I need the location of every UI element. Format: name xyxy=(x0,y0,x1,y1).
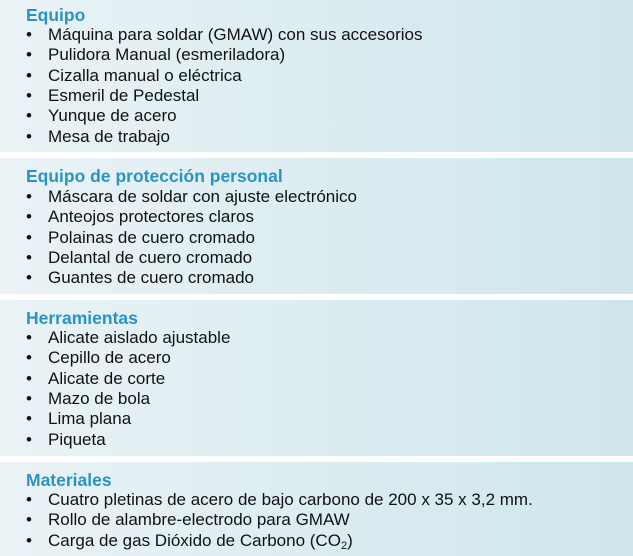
list-item-text: Mazo de bola xyxy=(48,388,151,408)
list-item-text: Yunque de acero xyxy=(48,106,177,126)
list-item-text: Máscara de soldar con ajuste electrónico xyxy=(48,187,357,206)
bullet-icon: • xyxy=(26,227,32,247)
bullet-icon: • xyxy=(26,106,32,126)
list-item-text: Cuatro pletinas de acero de bajo carbono de 200 x 35 x 3,2 mm. xyxy=(48,490,533,509)
bullet-icon: • xyxy=(26,388,32,408)
list-item-text: Guantes de cuero cromado xyxy=(48,268,255,288)
section-herramientas xyxy=(0,300,633,456)
list-item xyxy=(26,389,150,409)
list-item-text: Esmeril de Pedestal xyxy=(48,85,200,105)
list-item xyxy=(26,268,254,288)
bullet-icon: • xyxy=(26,348,32,368)
list-item-text: Piqueta xyxy=(48,429,106,449)
bullet-icon: • xyxy=(26,429,32,449)
list-item xyxy=(26,409,131,429)
list-item xyxy=(26,430,106,450)
bullet-icon: • xyxy=(26,409,32,429)
list-item xyxy=(26,66,242,86)
section-title: Herramientas xyxy=(26,308,138,328)
bullet-icon: • xyxy=(26,328,32,347)
list-item-text: Delantal de cuero cromado xyxy=(48,247,253,267)
list-item xyxy=(26,369,165,389)
bullet-icon: • xyxy=(26,268,32,288)
list-item-text: Rollo de alambre-electrodo para GMAW xyxy=(48,510,350,530)
bullet-icon: • xyxy=(26,45,32,65)
section-title: Equipo de protección personal xyxy=(26,166,283,186)
list-item xyxy=(26,207,254,227)
section-equipo xyxy=(0,0,633,152)
list-item-text: Pulidora Manual (esmeriladora) xyxy=(48,45,286,65)
list-item xyxy=(26,348,171,368)
bullet-icon: • xyxy=(26,530,32,550)
list-item-text: Polainas de cuero cromado xyxy=(48,227,255,247)
bullet-icon: • xyxy=(26,126,32,146)
list-item-text: Alicate aislado ajustable xyxy=(48,328,231,347)
list-item-text: Máquina para soldar (GMAW) con sus accesorios xyxy=(48,25,423,44)
list-item-text: Anteojos protectores claros xyxy=(48,207,254,227)
list-item-text: Lima plana xyxy=(48,409,132,429)
list-item xyxy=(26,248,252,268)
bullet-icon: • xyxy=(26,25,32,44)
list-item-text: Mesa de trabajo xyxy=(48,126,170,146)
list-item xyxy=(26,490,533,510)
section-title: Equipo xyxy=(26,5,86,25)
list-item xyxy=(26,510,350,530)
section-materiales xyxy=(0,462,633,556)
bullet-icon: • xyxy=(26,368,32,388)
co2-subscript: 2 xyxy=(340,539,348,552)
list-item xyxy=(26,328,230,348)
bullet-icon: • xyxy=(26,247,32,267)
list-item xyxy=(26,127,170,147)
bullet-icon: • xyxy=(26,85,32,105)
bullet-icon: • xyxy=(26,187,32,206)
section-title: Materiales xyxy=(26,470,112,490)
list-item xyxy=(26,228,255,248)
section-proteccion-personal xyxy=(0,158,633,294)
list-item-text: Carga de gas Dióxido de Carbono (CO xyxy=(48,530,341,550)
co2-close-paren: ) xyxy=(347,530,353,550)
bullet-icon: • xyxy=(26,65,32,85)
list-item xyxy=(26,106,177,126)
list-item xyxy=(26,531,353,551)
list-item-text: Cizalla manual o eléctrica xyxy=(48,65,242,85)
list-item xyxy=(26,86,199,106)
bullet-icon: • xyxy=(26,490,32,509)
list-item xyxy=(26,45,285,65)
list-item xyxy=(26,187,357,207)
bullet-icon: • xyxy=(26,510,32,530)
list-item-text: Alicate de corte xyxy=(48,368,166,388)
list-item xyxy=(26,25,422,45)
bullet-icon: • xyxy=(26,207,32,227)
list-item-text: Cepillo de acero xyxy=(48,348,171,368)
